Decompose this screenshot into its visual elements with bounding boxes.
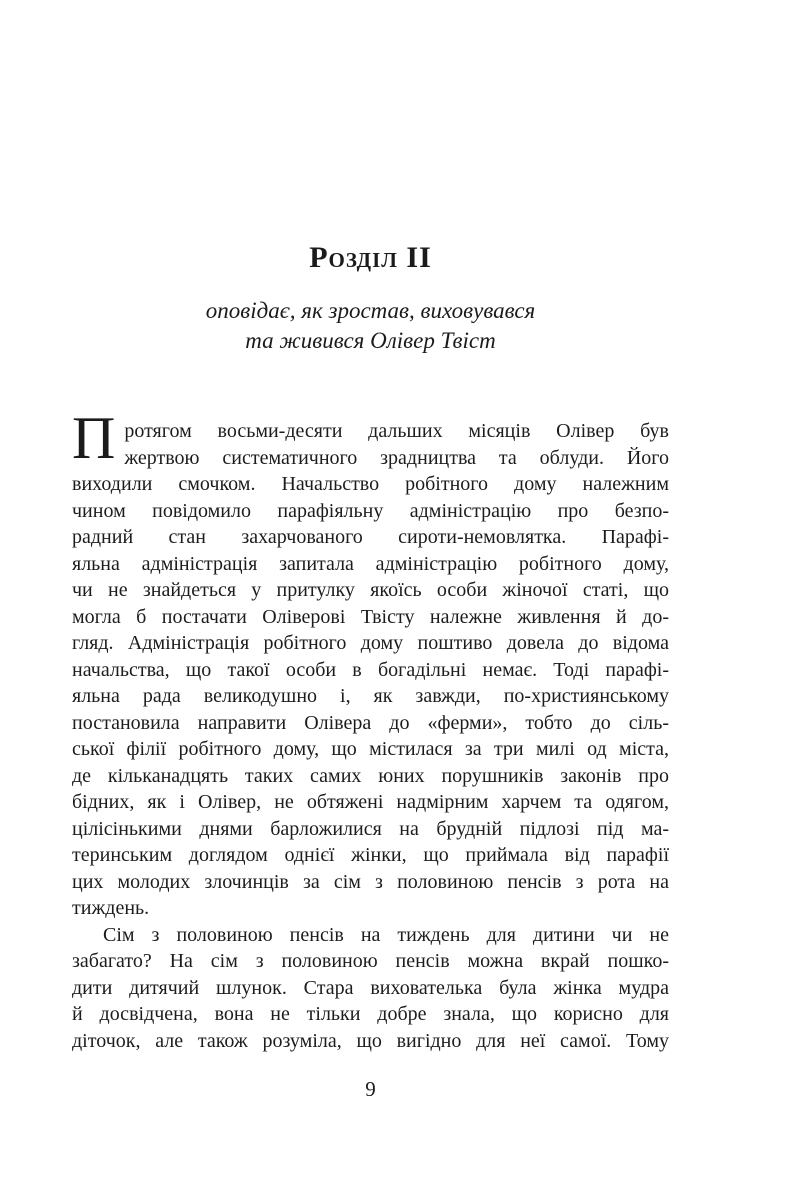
body-text bbox=[72, 405, 669, 1054]
paragraph bbox=[72, 922, 669, 1055]
chapter-subtitle bbox=[72, 296, 669, 356]
chapter-subtitle-line: та живився Олівер Твіст bbox=[245, 328, 496, 353]
chapter-title: Розділ II bbox=[309, 241, 432, 274]
page-number: 9 bbox=[365, 1077, 376, 1101]
paragraph bbox=[72, 405, 669, 922]
text-line: чи не знайдеться у притулку якоїсь особи жіночої статі, що bbox=[72, 579, 669, 601]
text-line: теринським доглядом однієї жінки, що приймала від парафії bbox=[72, 844, 669, 866]
text-line: начальства, що такої особи в богадільні немає. Тоді парафі- bbox=[72, 658, 669, 681]
text-line: виходили смочком. Начальство робітного дому належним bbox=[72, 473, 669, 495]
text-line: цих молодих злочинців за сім з половиною пенсів з рота на bbox=[72, 870, 669, 893]
text-line: радний стан захарчованого сироти-немовлятка. Парафі- bbox=[72, 526, 669, 548]
text-line: чином повідомило парафіяльну адміністрацію про безпо- bbox=[72, 499, 669, 522]
text-line: ської філії робітного дому, що містилася за три милі од міста, bbox=[72, 738, 669, 760]
text-line: цілісінькими днями барложилися на брудній підлозі під ма- bbox=[72, 817, 669, 840]
text-line: яльна адміністрація запитала адміністрацію робітного дому, bbox=[72, 552, 669, 575]
text-line: діточок, але також розуміла, що вигідно для неї самої. Тому bbox=[72, 1029, 669, 1052]
text-line: бідних, як і Олівер, не обтяжені надмірним харчем та одягом, bbox=[72, 791, 669, 813]
text-line: Сім з половиною пенсів на тиждень для дитини чи не bbox=[103, 923, 669, 946]
text-line: гляд. Адміністрація робітного дому поштиво довела до відома bbox=[72, 632, 669, 654]
drop-cap: П bbox=[72, 405, 116, 471]
text-line: де кільканадцять таких самих юних порушників законів про bbox=[72, 764, 669, 787]
text-line: тиждень. bbox=[72, 897, 150, 919]
text-line: постановила направити Олівера до «ферми», тобто до сіль- bbox=[72, 711, 669, 734]
text-line: забагато? На сім з половиною пенсів можна вкрай пошко- bbox=[72, 950, 669, 972]
text-line: ротягом восьми-десяти дальших місяців Олівер був bbox=[124, 420, 669, 442]
text-line: яльна рада великодушно і, як завжди, по-християнському bbox=[72, 685, 669, 707]
text-line: дити дитячий шлунок. Стара вихователька була жінка мудра bbox=[72, 976, 669, 999]
text-line: жертвою систематичного зрадництва та облуди. Його bbox=[124, 446, 669, 469]
text-line: могла б постачати Оліверові Твісту належне живлення й до- bbox=[72, 605, 669, 628]
chapter-subtitle-line: оповідає, як зростав, виховувався bbox=[205, 298, 536, 323]
text-line: й досвідчена, вона не тільки добре знала, що корисно для bbox=[72, 1003, 669, 1025]
